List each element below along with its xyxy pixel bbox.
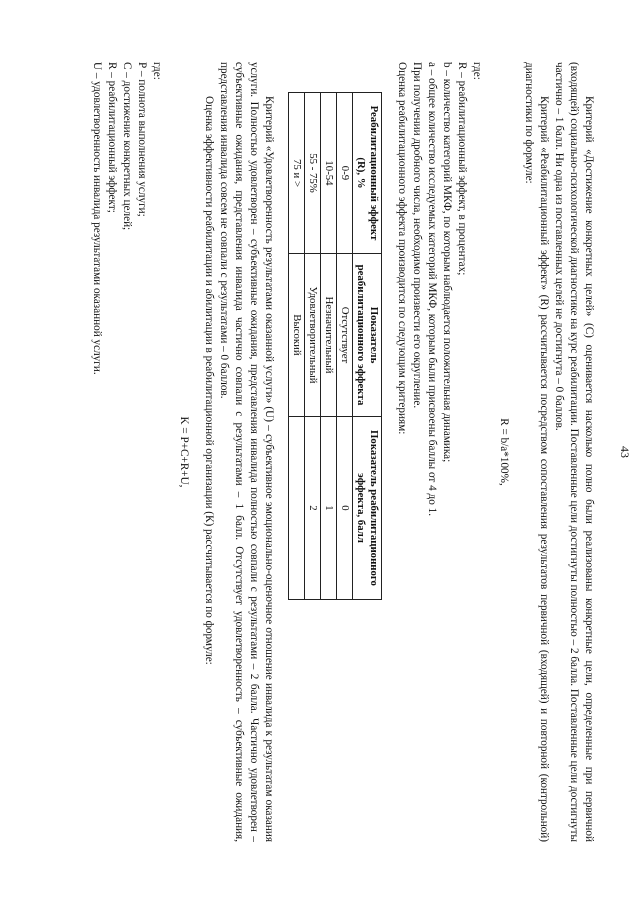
table-cell	[289, 417, 305, 600]
definition-r: R – реабилитационный эффект, в процентах;	[456, 62, 468, 276]
table-cell: Незначительный	[321, 254, 337, 417]
where-label: где:	[151, 62, 163, 80]
document-body	[89, 62, 596, 842]
criteria-table	[288, 92, 382, 600]
definition-a: a – общее количество исследуемых категорий МКФ, которым были присвоены баллы от 4 до 1.	[426, 62, 438, 516]
table-cell: 1	[321, 417, 337, 600]
criterion-r-paragraph: Критерий «Реабилитационный эффект» (R) рассчитывается посредством сопоставления результатов первичной (входящей) и повторной (контрольной) диагностики по формуле:	[523, 62, 550, 842]
evaluation-paragraph: Оценка эффективности реабилитации и абилитации в реабилитационной организации (К) рассчитывается по формуле:	[203, 96, 215, 665]
rounding-note: При получении дробного числа, необходимо произвести его округление.	[411, 62, 423, 409]
page-number: 43	[618, 446, 632, 458]
criterion-c-paragraph: Критерий «Достижение конкретных целей» (С) оценивается насколько полно были реализованы конкретные цели, определенные при первичной (входящей) социально-психологической диагностике на курс реабилитации. Поставленные цели достигнуты полностью – 2 балла. Поставленные цели достигнуты частично – 1 балл. Ни одна из поставленных целей не достигнута – 0 баллов.	[553, 62, 595, 842]
table-row	[321, 93, 337, 600]
table-cell: 55 - 75%	[305, 93, 321, 254]
table-cell: 2	[305, 417, 321, 600]
table-row	[305, 93, 321, 600]
table-cell: Высокий	[289, 254, 305, 417]
table-cell: Отсутствует	[337, 254, 353, 417]
definition-u: U – удовлетворенность инвалида результатами оказанной услуги.	[91, 62, 103, 375]
table-header-row	[353, 93, 382, 600]
criteria-intro: Оценка реабилитационного эффекта производится по следующим критериям:	[396, 62, 408, 435]
table-cell: 10-54	[321, 93, 337, 254]
table-cell: 0	[337, 417, 353, 600]
definition-p: Р – полнота выполнения услуги;	[136, 62, 148, 217]
table-cell: 0-9	[337, 93, 353, 254]
criterion-u-paragraph: Критерий «Удовлетворенность результатами оказанной услуги» (U) – субъективное эмоционально-оценочное отношение инвалида к результатам оказания услуги. Полностью удовлетворен – субъективные ожидания, представления инвалида полностью совпали с результатами – 2 балла. Частично удовлетворен – субъективные ожидания, представления инвалида частично совпали с результатами – 1 балл. Отсутствует удовлетворенность – субъективные ожидания, представления инвалида совсем не совпали с результатами – 0 баллов.	[218, 62, 275, 842]
table-header-cell: Реабилитационный эффект (R), %	[353, 93, 382, 254]
definition-r2: R – реабилитационный эффект;	[106, 62, 118, 213]
table-cell: 75 и >	[289, 93, 305, 254]
table-row	[289, 93, 305, 600]
table-row	[337, 93, 353, 600]
definition-c: С – достижение конкретных целей;	[121, 62, 133, 231]
where-label: где:	[471, 62, 483, 80]
table-cell: Удовлетворительный	[305, 254, 321, 417]
formula-r: R = b/a*100%,	[498, 418, 510, 486]
definition-b: b – количество категорий МКФ, по которым наблюдается положительная динамика;	[441, 62, 453, 463]
table-header-cell: Показатель реабилитационного эффекта	[353, 254, 382, 417]
formula-k: K = P+C+R+U,	[178, 416, 190, 488]
table-header-cell: Показатель реабилитационного эффекта, балл	[353, 417, 382, 600]
